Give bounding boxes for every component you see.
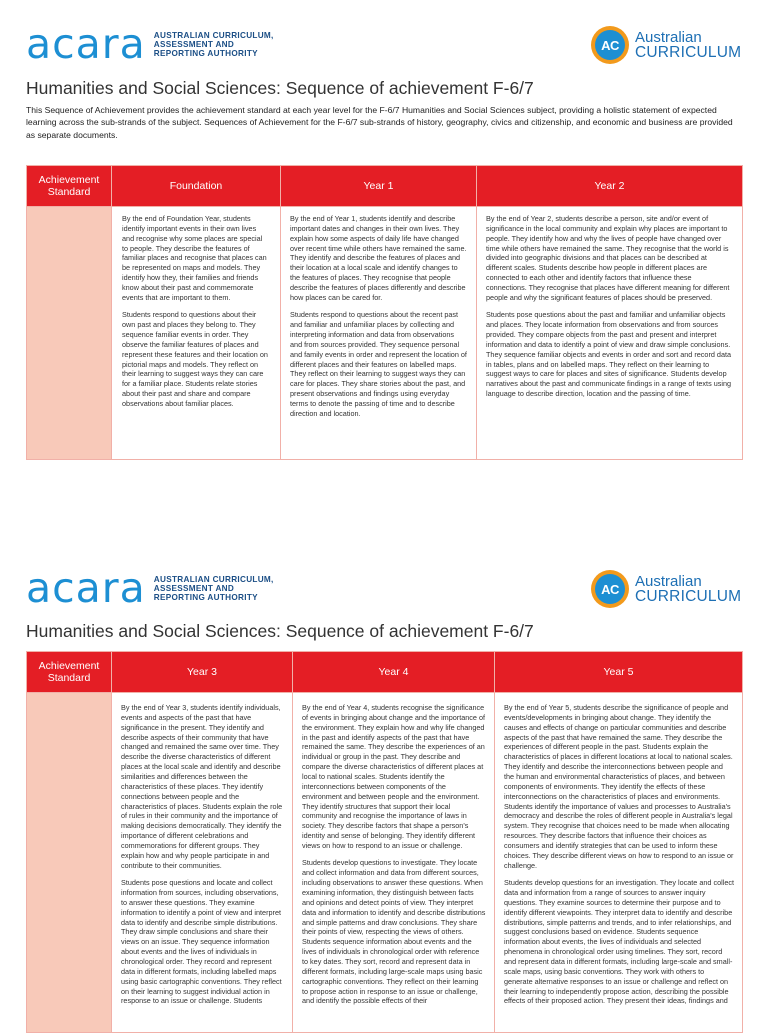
cell-paragraph: Students pose questions and locate and collect information from sources, including observations, to answer these questions. They examine information to identify a point of view and interpret data to identify and describe simple distributions. They draw simple conclusions and share their views on an issue. They sequence information about events and the lives of individuals in chronological order. They record and represent data in different formats, including labelled maps using basic cartographic conventions. They reflect on their learning to suggest individual action in response to an issue or challenge. Students	[121, 878, 282, 1006]
cell-paragraph: By the end of Year 2, students describe a person, site and/or event of significance in the local community and explain why places are important to people. They identify how and why the lives of people have changed over time while others have remained the same. They recognise that the world is divided into geographic divisions and that places can be described at different scales. Students describe how people in different places are connected to each other and identify factors that influence these connections. They recognise that places have different meaning for different people and why the significant features of places should be preserved.	[486, 214, 730, 302]
achievement-standard-cell	[27, 207, 112, 460]
header-year-3: Year 3	[112, 652, 293, 693]
acara-logo	[26, 564, 274, 612]
australian-curriculum-logo	[591, 570, 741, 608]
header-year-1: Year 1	[281, 166, 477, 207]
cell-paragraph: By the end of Year 4, students recognise the significance of events in bringing about change and the importance of the environment. They explain how and why life changed in the past and identify aspects of the past that have remained the same. They describe the experiences of an individual or group in the past. They describe and compare the diverse characteristics of different places at local to national scales. Students identify the interconnections between components of the environment and between people and the environment. They identify structures that support their local community and recognise the importance of laws in society. They describe factors that shape a person's identity and sense of belonging. They identify different views on how to respond to an issue or challenge.	[302, 703, 485, 851]
page-gap	[0, 486, 768, 548]
acara-logo	[26, 20, 274, 68]
header-year-5: Year 5	[495, 652, 743, 693]
page-title: Humanities and Social Sciences: Sequence of achievement F-6/7	[26, 78, 534, 98]
acara-tagline-line: AUSTRALIAN CURRICULUM,	[153, 30, 274, 40]
ac-logo-line1: Australian	[635, 28, 702, 46]
achievement-standard-cell	[27, 693, 112, 1033]
page-title: Humanities and Social Sciences: Sequence of achievement F-6/7	[26, 621, 534, 641]
acara-tagline-line: ASSESSMENT AND	[153, 583, 235, 593]
acara-tagline-line: REPORTING AUTHORITY	[153, 49, 258, 58]
cell-paragraph: By the end of Year 5, students describe the significance of people and events/developments in bringing about change. They identify the causes and effects of change on particular communities and describe aspects of the past that have remained the same. They describe the experiences of different people in the past. Students explain the characteristics of places in different locations at local to national scales. They identify and describe the interconnections between people and the human and environmental characteristics of places, and between components of environments. They identify the effects of these interconnections on the characteristics of places and environments. Students identify the importance of values and processes to Australia's democracy and describe the roles of different people in Australia's legal system. They recognise that choices need to be made when allocating resources. They describe factors that influence their choices as consumers and identify strategies that can be used to inform these choices. They describe different views on how to respond to an issue or challenge.	[504, 703, 734, 870]
intro-paragraph: This Sequence of Achievement provides the achievement standard at each year level for the F-6/7 Humanities and Social Sciences subject, providing a holistic statement of expected learning across the sub-strands of the subject. Sequences of Achievement for the F-6/7 sub-strands of history, geography, civics and citizenship, and economic and business are provided as separate documents.	[26, 105, 733, 140]
ac-logo-line2: CURRICULUM	[635, 587, 742, 605]
achievement-table	[26, 165, 743, 460]
ac-logo-line1: Australian	[635, 572, 702, 590]
acara-tagline	[154, 575, 274, 602]
table-row	[27, 207, 743, 460]
document-page-2	[0, 548, 768, 1024]
australian-curriculum-logo	[591, 26, 741, 64]
cell-paragraph: By the end of Year 3, students identify individuals, events and aspects of the past that have significance in the present. They identify and describe aspects of their community that have changed and remained the same over time. They describe the diverse characteristics of different places at the local scale and identify and describe similarities and differences between the characteristics of these places. They identify connections between people and the characteristics of places. Students explain the role of rules in their community and the importance of making decisions democratically. They identify the importance of different celebrations and commemorations for different groups. They explain how and why people participate in and contribute to their communities.	[121, 703, 283, 870]
ac-badge-icon: AC	[591, 570, 629, 608]
cell-paragraph: Students respond to questions about the recent past and familiar and unfamiliar places by collecting and interpreting information and data from observations and from sources provided. They sequence personal and family events in order and represent the location of different places and their features on labelled maps. They reflect on their learning to suggest ways they can care for places. They share stories about the past, and present observations and findings using everyday terms to denote the passing of time and to describe direction and location.	[290, 310, 467, 418]
acara-tagline-line: ASSESSMENT AND	[153, 39, 235, 49]
ac-badge-icon: AC	[591, 26, 629, 64]
header-achievement-standard: Achievement Standard	[27, 652, 112, 693]
table-row	[27, 693, 743, 1033]
cell-paragraph: By the end of Year 1, students identify and describe important dates and changes in their own lives. They explain how some aspects of daily life have changed over recent time while others have remained the same. They identify and describe the features of places and their location at a local scale and identify changes to the features of places. They recognise that people describe the features of places differently and describe how places can be cared for.	[290, 214, 467, 302]
cell-paragraph: Students respond to questions about their own past and places they belong to. They sequence familiar events in order. They observe the familiar features of places and represent these features and their location on pictorial maps and models. They reflect on their learning to suggest ways they can care for a familiar place. Students relate stories about their past and share and compare observations about familiar places.	[122, 310, 268, 408]
year-4-cell	[293, 693, 495, 1033]
acara-tagline-line: AUSTRALIAN CURRICULUM,	[153, 574, 274, 584]
achievement-table	[26, 651, 743, 1033]
acara-tagline-line: REPORTING AUTHORITY	[153, 593, 258, 602]
acara-wordmark: acara	[26, 564, 146, 612]
header-year-4: Year 4	[293, 652, 495, 693]
year-2-cell	[477, 207, 743, 460]
acara-wordmark: acara	[26, 20, 146, 68]
year-3-cell	[112, 693, 293, 1033]
document-page-1	[0, 0, 768, 486]
year-1-cell	[281, 207, 477, 460]
cell-paragraph: Students develop questions for an investigation. They locate and collect data and information from a range of sources to answer inquiry questions. They examine sources to determine their purpose and to identify different viewpoints. They interpret data to identify and describe distributions, simple patterns and trends, and to infer relationships, and suggest conclusions based on evidence. Students sequence information about events, the lives of individuals and selected phenomena in chronological order using timelines. They sort, record and represent data in different formats, including large-scale and small-scale maps, using basic conventions. They work with others to generate alternative responses to an issue or challenge and reflect on their learning to independently propose action, describing the possible effects of their proposed action. They present their ideas, findings and	[504, 878, 734, 1006]
header-achievement-standard: Achievement Standard	[27, 166, 112, 207]
header-year-2: Year 2	[477, 166, 743, 207]
year-5-cell	[495, 693, 743, 1033]
ac-logo-line2: CURRICULUM	[635, 43, 742, 61]
cell-paragraph: By the end of Foundation Year, students identify important events in their own lives and recognise why some places are special to people. They describe the features of familiar places and recognise that places can be represented on maps and models. They identify how they, their families and friends know about their past and commemorate events that are important to them.	[122, 214, 267, 302]
acara-tagline	[154, 31, 274, 58]
cell-paragraph: Students pose questions about the past and familiar and unfamiliar objects and places. They locate information from observations and from sources provided. They compare objects from the past and present and interpret information and data to identify a point of view and draw simple conclusions. They sequence familiar objects and events in order and sort and record data in tables, plans and on labelled maps. They reflect on their learning to suggest ways to care for places and sites of significance. Students develop narratives about the past and communicate findings in a range of texts using language to describe direction, location and the passing of time.	[486, 310, 732, 399]
foundation-cell	[112, 207, 281, 460]
header-foundation: Foundation	[112, 166, 281, 207]
cell-paragraph: Students develop questions to investigate. They locate and collect information and data from different sources, including observations to answer these questions. When examining information, they distinguish between facts and opinions and detect points of view. They interpret data and information to identify and describe distributions and simple patterns and draw conclusions. They share their points of view, respecting the views of others. Students sequence information about events and the lives of individuals in chronological order with reference to key dates. They sort, record and represent data in different formats, including large-scale maps using basic cartographic conventions. They reflect on their learning to propose action in response to an issue or challenge, and identify the possible effects of their	[302, 858, 486, 1006]
